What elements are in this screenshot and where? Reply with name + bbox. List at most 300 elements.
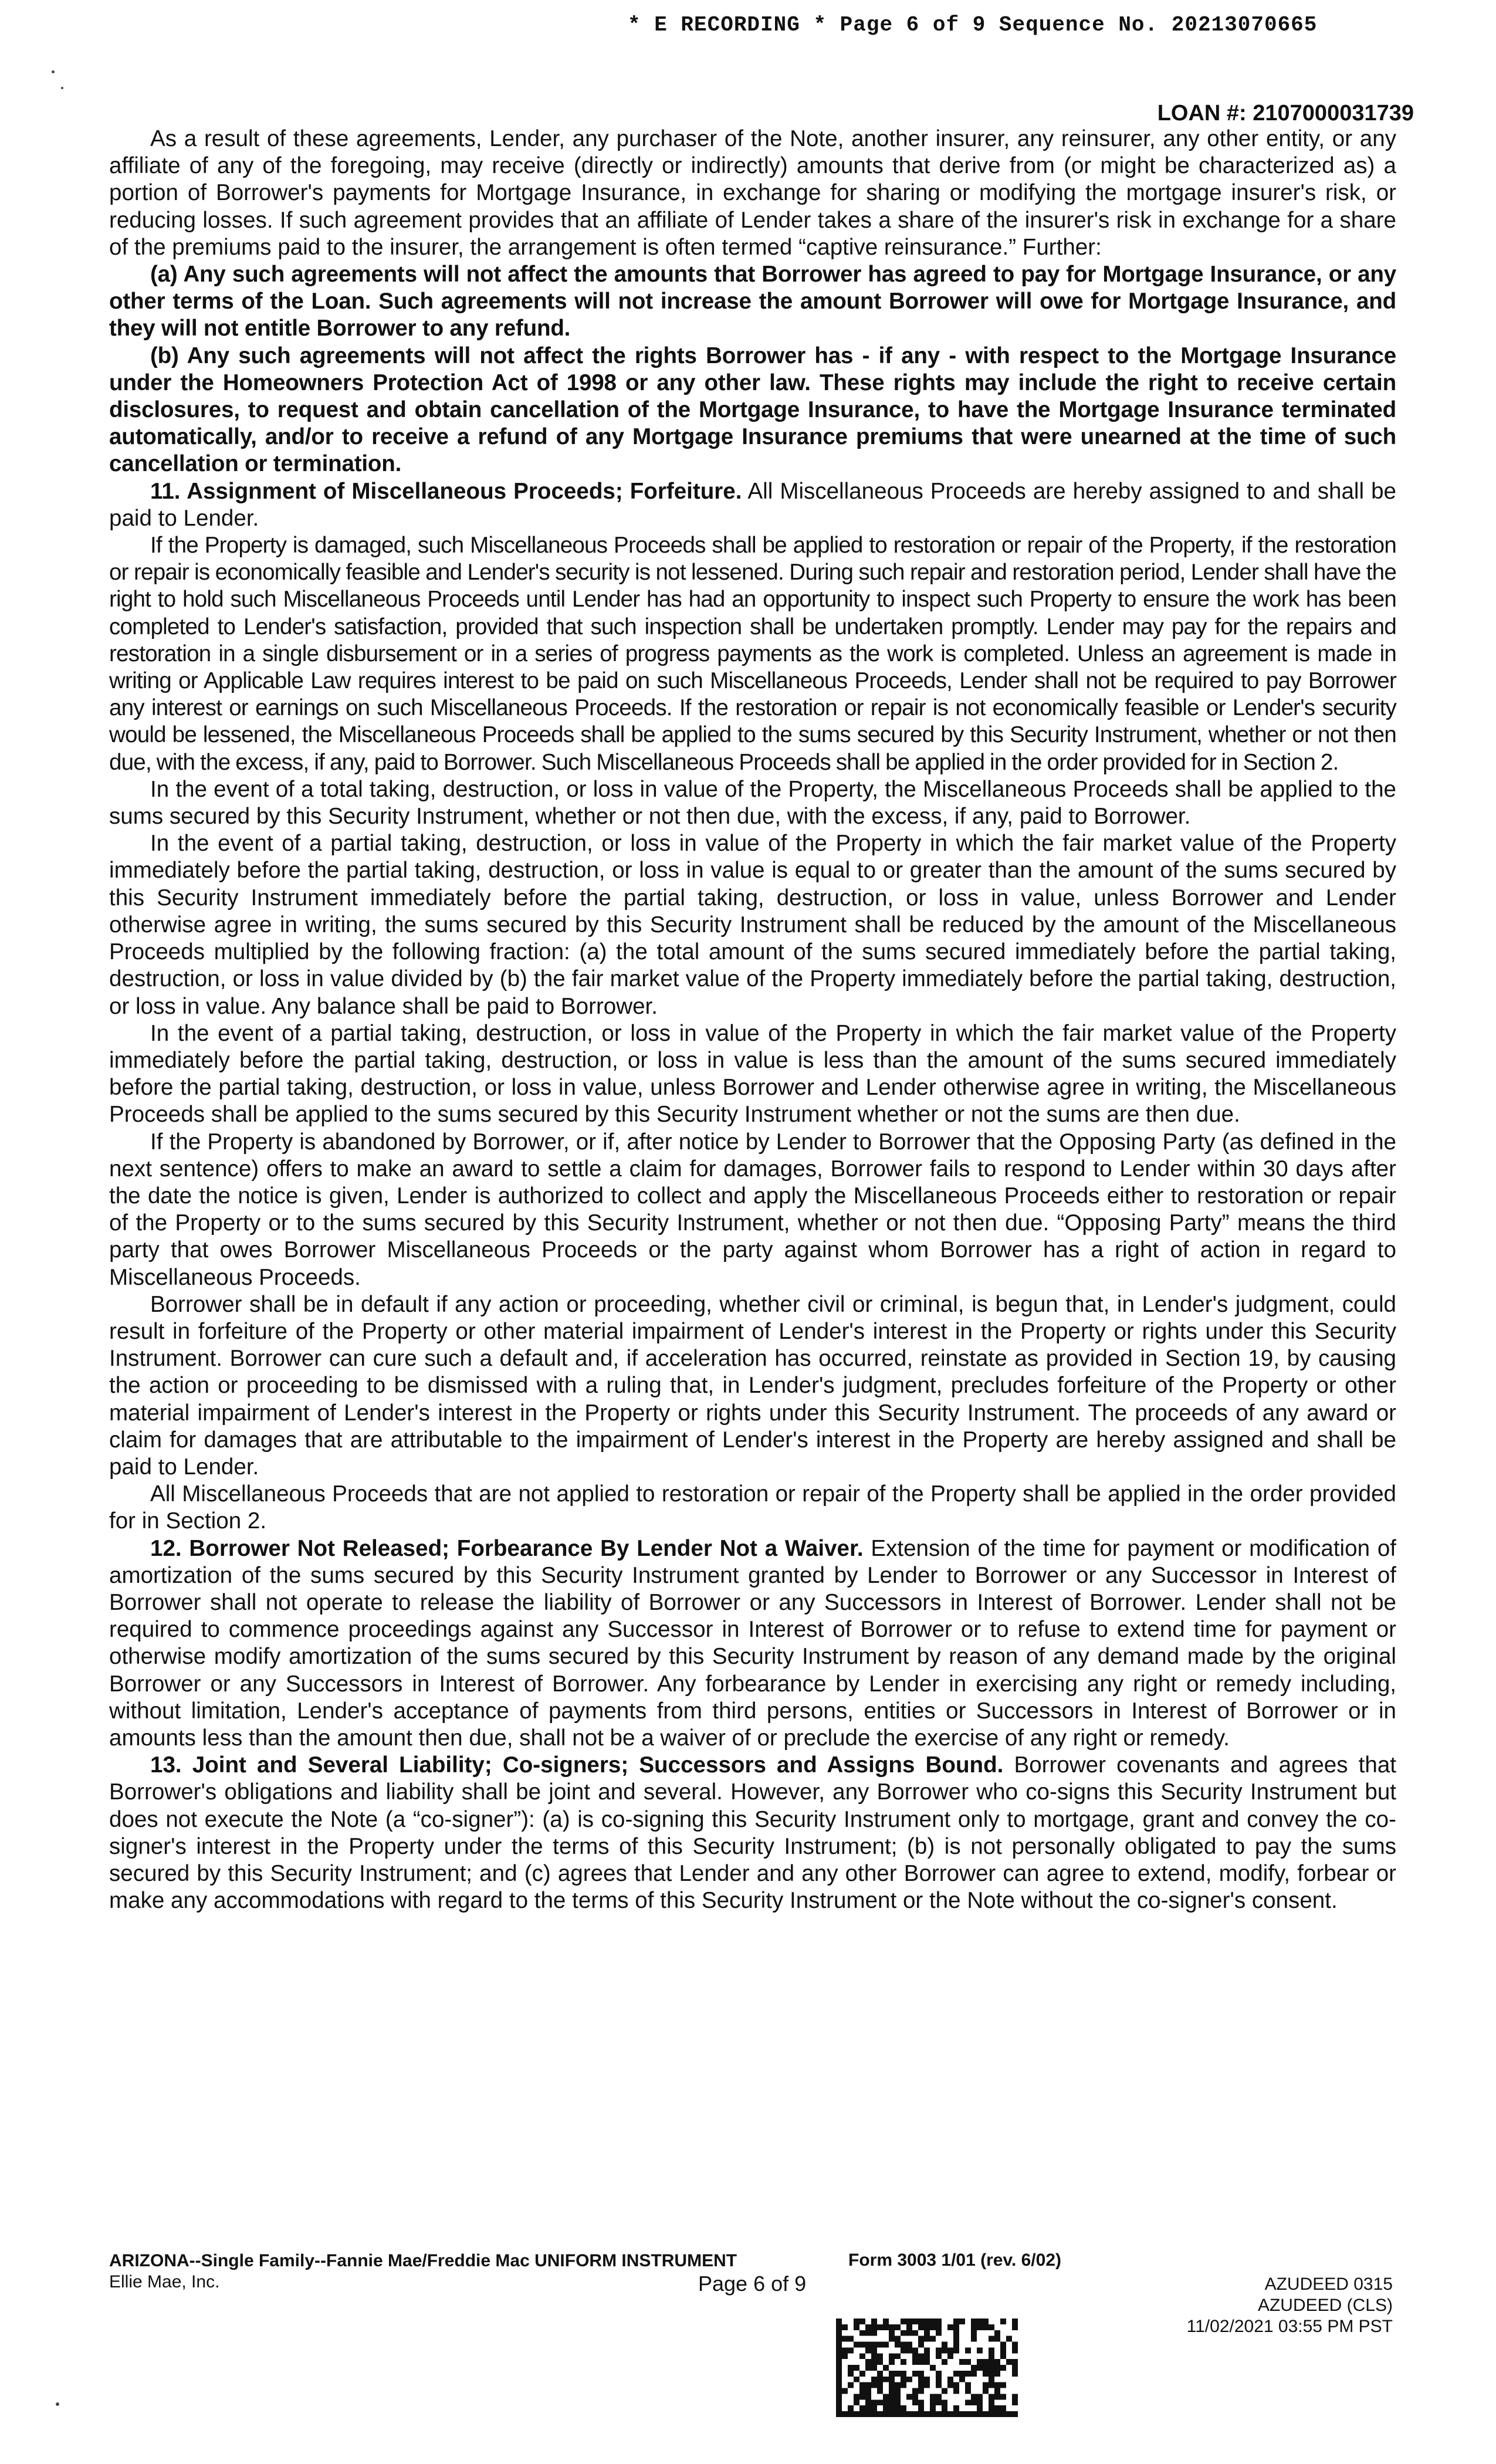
barcode-module	[965, 2347, 971, 2353]
barcode-module	[889, 2399, 895, 2405]
section-11-paragraph-3: In the event of a partial taking, destruction, or loss in value of the Property in which the fair market value of the Property immediately before the partial taking, destruction, or loss in value is equal to or greater than the amount of the sums secured by this Security Instrument immediately before the partial taking, destruction, or loss in value, unless Borrower and Lender otherwise agree in writing, the sums secured by this Security Instrument shall be reduced by the amount of the Miscellaneous Proceeds multiplied by the following fraction: (a) the total amount of the sums secured immediately before the partial taking, destruction, or loss in value divided by (b) the fair market value of the Property immediately before the partial taking, destruction, or loss in value. Any balance shall be paid to Borrower.	[109, 831, 1396, 1019]
barcode-module	[865, 2330, 871, 2336]
barcode-module	[842, 2388, 848, 2394]
barcode-module	[947, 2377, 953, 2382]
barcode-module	[918, 2359, 924, 2365]
barcode-module	[877, 2359, 883, 2365]
barcode-module	[912, 2394, 918, 2399]
barcode-module	[1012, 2399, 1018, 2405]
barcode-module	[895, 2336, 901, 2342]
barcode-module	[871, 2342, 877, 2348]
barcode-module	[889, 2330, 895, 2336]
barcode-module	[965, 2411, 971, 2417]
barcode-module	[865, 2347, 871, 2353]
barcode-module	[1000, 2405, 1006, 2411]
barcode-module	[930, 2394, 936, 2399]
barcode-module	[1012, 2324, 1018, 2330]
barcode-module	[983, 2388, 989, 2394]
barcode-module	[918, 2411, 924, 2417]
barcode-module	[953, 2336, 959, 2342]
barcode-module	[959, 2377, 965, 2382]
barcode-module	[918, 2382, 924, 2388]
barcode-module	[918, 2377, 924, 2382]
barcode-module	[889, 2411, 895, 2417]
barcode-module	[912, 2359, 918, 2365]
barcode-module	[947, 2382, 953, 2388]
barcode-module	[942, 2399, 947, 2405]
barcode-module	[994, 2411, 1000, 2417]
barcode-module	[953, 2330, 959, 2336]
barcode-module	[871, 2382, 877, 2388]
barcode-module	[889, 2371, 895, 2377]
barcode-module	[971, 2411, 977, 2417]
barcode-module	[959, 2319, 965, 2324]
barcode-module	[947, 2411, 953, 2417]
barcode-module	[1000, 2382, 1006, 2388]
barcode-module	[889, 2336, 895, 2342]
barcode-module	[906, 2324, 912, 2330]
barcode-module	[871, 2324, 877, 2330]
barcode-module	[842, 2324, 848, 2330]
barcode-module	[1000, 2365, 1006, 2371]
barcode-module	[906, 2394, 912, 2399]
barcode-module	[859, 2394, 865, 2399]
barcode-module	[883, 2324, 889, 2330]
form-number: Form 3003 1/01 (rev. 6/02)	[848, 2250, 1061, 2270]
barcode-module	[977, 2411, 983, 2417]
barcode-module	[924, 2411, 930, 2417]
barcode-module	[877, 2377, 883, 2382]
vendor-name: Ellie Mae, Inc.	[109, 2272, 220, 2292]
barcode-module	[859, 2342, 865, 2348]
barcode-module	[994, 2382, 1000, 2388]
barcode-module	[854, 2399, 859, 2405]
barcode-module	[871, 2377, 877, 2382]
section-11-paragraph-6: Borrower shall be in default if any action or proceeding, whether civil or criminal, is begun that, in Lender's judgment, could result in forfeiture of the Property or other material impairment of Lender's interest in the Property or rights under this Security Instrument. Borrower can cure such a default and, if acceleration has occurred, reinstate as provided in Section 19, by causing the action or proceeding to be dismissed with a ruling that, in Lender's judgment, precludes forfeiture of the Property or other material impairment of Lender's interest in the Property or rights under this Security Instrument. The proceeds of any award or claim for damages that are attributable to the impairment of Lender's interest in the Property are hereby assigned and shall be paid to Lender.	[109, 1291, 1396, 1480]
barcode-module	[865, 2405, 871, 2411]
scan-speck	[52, 70, 55, 73]
barcode-module	[971, 2336, 977, 2342]
section-11-paragraph-7: All Miscellaneous Proceeds that are not applied to restoration or repair of the Property shall be applied in the order provided for in Section 2.	[109, 1481, 1396, 1534]
barcode-module	[871, 2359, 877, 2365]
barcode-module	[989, 2365, 994, 2371]
barcode-module	[901, 2330, 906, 2336]
barcode-module	[877, 2353, 883, 2359]
barcode-module	[942, 2347, 947, 2353]
barcode-module	[877, 2411, 883, 2417]
barcode-module	[871, 2330, 877, 2336]
barcode-module	[1000, 2394, 1006, 2399]
barcode-module	[959, 2411, 965, 2417]
barcode-module	[906, 2377, 912, 2382]
barcode-module	[883, 2319, 889, 2324]
barcode-module	[836, 2388, 842, 2394]
barcode-module	[953, 2319, 959, 2324]
section-12-text: Extension of the time for payment or modification of amortization of the sums secured by this Security Instrument granted by Lender to Borrower or any Successor in Interest of Borrower shall not operate to release the liability of Borrower or any Successors in Interest of Borrower. Lender shall not be required to commence proceedings against any Successor in Interest of Borrower or to refuse to extend time for payment or otherwise modify amortization of the sums secured by this Security Instrument by reason of any demand made by the original Borrower or any Successors in Interest of Borrower. Any forbearance by Lender in exercising any right or remedy including, without limitation, Lender's acceptance of payments from third persons, entities or Successors in Interest of Borrower or in amounts less than the amount then due, shall not be a waiver of or preclude the exercise of any right or remedy.	[109, 1535, 1396, 1751]
barcode-module	[924, 2330, 930, 2336]
barcode-module	[918, 2371, 924, 2377]
barcode-module	[848, 2365, 854, 2371]
barcode-module	[942, 2359, 947, 2365]
section-13-text: Borrower covenants and agrees that Borrower's obligations and liability shall be joint and several. However, any Borrower who co-signs this Security Instrument but does not execute the Note (a “co-signer”): (a) is co-signing this Security Instrument only to mortgage, grant and convey the co-signer's interest in the Property under the terms of this Security Instrument; (b) is not personally obligated to pay the sums secured by this Security Instrument; and (c) agrees that Lender and any other Borrower can agree to extend, modify, forbear or make any accommodations with regard to the terms of this Security Instrument or the Note without the co-signer's consent.	[109, 1752, 1396, 1914]
barcode-module	[865, 2365, 871, 2371]
barcode-module	[924, 2353, 930, 2359]
barcode-module	[877, 2324, 883, 2330]
section-11-paragraph-2: In the event of a total taking, destruction, or loss in value of the Property, the Miscellaneous Proceeds shall be applied to the sums secured by this Security Instrument, whether or not then due, with the excess, if any, paid to Borrower.	[109, 776, 1396, 830]
barcode-module	[947, 2324, 953, 2330]
barcode-module	[994, 2359, 1000, 2365]
barcode-module	[836, 2382, 842, 2388]
barcode-module	[989, 2336, 994, 2342]
barcode-module	[953, 2371, 959, 2377]
barcode-module	[924, 2359, 930, 2365]
barcode-module	[1000, 2347, 1006, 2353]
barcode-module	[836, 2347, 842, 2353]
barcode-module	[983, 2359, 989, 2365]
barcode-module	[1006, 2336, 1012, 2342]
barcode-module	[989, 2399, 994, 2405]
barcode-module	[1012, 2359, 1018, 2365]
barcode-module	[901, 2405, 906, 2411]
barcode-module	[842, 2411, 848, 2417]
barcode-module	[836, 2336, 842, 2342]
barcode-module	[942, 2388, 947, 2394]
barcode-module	[953, 2324, 959, 2330]
barcode-module	[918, 2336, 924, 2342]
barcode-module	[936, 2324, 942, 2330]
barcode-module	[994, 2405, 1000, 2411]
section-11-paragraph-4: In the event of a partial taking, destruction, or loss in value of the Property in which the fair market value of the Property immediately before the partial taking, destruction, or loss in value is less than the amount of the sums secured immediately before the partial taking, destruction, or loss in value, unless Borrower and Lender otherwise agree in writing, the Miscellaneous Proceeds shall be applied to the sums secured by this Security Instrument whether or not the sums are then due.	[109, 1020, 1396, 1128]
barcode-module	[871, 2411, 877, 2417]
barcode-module	[924, 2382, 930, 2388]
barcode-module	[989, 2353, 994, 2359]
barcode-module	[1006, 2411, 1012, 2417]
barcode-module	[1000, 2319, 1006, 2324]
barcode-module	[936, 2353, 942, 2359]
print-timestamp: 11/02/2021 03:55 PM PST	[1186, 2317, 1393, 2336]
barcode-module	[848, 2347, 854, 2353]
barcode-module	[859, 2353, 865, 2359]
section-11-intro-text: All Miscellaneous Proceeds are hereby assigned to and shall be paid to Lender.	[109, 478, 1396, 531]
barcode-module	[1012, 2394, 1018, 2399]
barcode-module	[889, 2324, 895, 2330]
barcode-module	[918, 2388, 924, 2394]
barcode-module	[1012, 2371, 1018, 2377]
barcode-module	[1012, 2342, 1018, 2348]
barcode-module	[942, 2411, 947, 2417]
barcode-module	[836, 2365, 842, 2371]
barcode-module	[942, 2405, 947, 2411]
barcode-module	[965, 2382, 971, 2388]
barcode-module	[936, 2319, 942, 2324]
scan-speck	[61, 87, 63, 89]
barcode-module	[889, 2394, 895, 2399]
barcode-module	[895, 2371, 901, 2377]
barcode-module	[965, 2359, 971, 2365]
barcode-module	[918, 2405, 924, 2411]
barcode-module	[854, 2319, 859, 2324]
page-number: Page 6 of 9	[698, 2272, 807, 2296]
barcode-module	[1012, 2319, 1018, 2324]
barcode-module	[977, 2359, 983, 2365]
barcode-module	[965, 2388, 971, 2394]
barcode-module	[895, 2382, 901, 2388]
barcode-module	[1012, 2411, 1018, 2417]
section-11-heading: 11. Assignment of Miscellaneous Proceeds; Forfeiture.	[150, 478, 742, 504]
barcode-module	[983, 2324, 989, 2330]
barcode-module	[977, 2324, 983, 2330]
barcode-module	[889, 2405, 895, 2411]
barcode-module	[953, 2347, 959, 2353]
barcode-module	[842, 2336, 848, 2342]
barcode-module	[994, 2388, 1000, 2394]
barcode-module	[901, 2342, 906, 2348]
section-11-paragraph-1: If the Property is damaged, such Miscellaneous Proceeds shall be applied to restoration or repair of the Property, if the restoration or repair is economically feasible and Lender's security is not lessened. During such repair and restoration period, Lender shall have the right to hold such Miscellaneous Proceeds until Lender has had an opportunity to inspect such Property to ensure the work has been completed to Lender's satisfaction, provided that such inspection shall be undertaken promptly. Lender may pay for the repairs and restoration in a single disbursement or in a series of progress payments as the work is completed. Unless an agreement is made in writing or Applicable Law requires interest to be paid on such Miscellaneous Proceeds, Lender shall not be required to pay Borrower any interest or earnings on such Miscellaneous Proceeds. If the restoration or repair is not economically feasible or Lender's security would be lessened, the Miscellaneous Proceeds shall be applied to the sums secured by this Security Instrument, whether or not then due, with the excess, if any, paid to Borrower. Such Miscellaneous Proceeds shall be applied in the order provided for in Section 2.	[109, 533, 1396, 775]
barcode-module	[994, 2371, 1000, 2377]
barcode-module	[936, 2411, 942, 2417]
barcode-module	[953, 2382, 959, 2388]
barcode-module	[977, 2319, 983, 2324]
captive-reinsurance-paragraph: As a result of these agreements, Lender, any purchaser of the Note, another insurer, any reinsurer, any other entity, or any affiliate of any of the foregoing, may receive (directly or indirectly) amounts that derive from (or might be characterized as) a portion of Borrower's payments for Mortgage Insurance, in exchange for sharing or modifying the mortgage insurer's risk, or reducing losses. If such agreement provides that an affiliate of Lender takes a share of the insurer's risk in exchange for a share of the premiums paid to the insurer, the arrangement is often termed “captive reinsurance.” Further:	[109, 126, 1396, 260]
barcode-module	[865, 2411, 871, 2417]
barcode-module	[971, 2324, 977, 2330]
barcode-module	[871, 2399, 877, 2405]
barcode-module	[989, 2324, 994, 2330]
barcode-module	[953, 2405, 959, 2411]
barcode-module	[848, 2411, 854, 2417]
barcode-module	[848, 2382, 854, 2388]
barcode-module	[859, 2405, 865, 2411]
barcode-module	[947, 2347, 953, 2353]
barcode-module	[836, 2324, 842, 2330]
barcode-module	[865, 2394, 871, 2399]
barcode-module	[959, 2371, 965, 2377]
barcode-module	[842, 2347, 848, 2353]
barcode-module	[994, 2330, 1000, 2336]
barcode-module	[989, 2377, 994, 2382]
barcode-module	[930, 2399, 936, 2405]
barcode-module	[836, 2394, 842, 2399]
barcode-module	[865, 2342, 871, 2348]
section-13-heading: 13. Joint and Several Liability; Co-signers; Successors and Assigns Bound.	[150, 1752, 1004, 1778]
barcode-module	[983, 2319, 989, 2324]
barcode-module	[877, 2342, 883, 2348]
barcode-module	[936, 2347, 942, 2353]
barcode-module	[912, 2319, 918, 2324]
barcode-module	[871, 2319, 877, 2324]
barcode-module	[895, 2324, 901, 2330]
barcode-module	[889, 2388, 895, 2394]
barcode-module	[947, 2353, 953, 2359]
barcode-module	[859, 2330, 865, 2336]
barcode-module	[889, 2382, 895, 2388]
barcode-module	[906, 2411, 912, 2417]
barcode-module	[912, 2371, 918, 2377]
barcode-module	[918, 2399, 924, 2405]
barcode-module	[901, 2382, 906, 2388]
footer-left	[109, 2250, 737, 2293]
barcode-module	[836, 2377, 842, 2382]
barcode-module	[895, 2399, 901, 2405]
barcode-module	[871, 2405, 877, 2411]
barcode-module	[936, 2371, 942, 2377]
barcode-module	[936, 2382, 942, 2388]
barcode-module	[871, 2347, 877, 2353]
barcode-module	[959, 2359, 965, 2365]
barcode-module	[977, 2399, 983, 2405]
barcode-module	[1000, 2353, 1006, 2359]
barcode-module	[836, 2405, 842, 2411]
barcode-module	[924, 2347, 930, 2353]
barcode-module	[912, 2330, 918, 2336]
barcode-module	[983, 2371, 989, 2377]
barcode-module	[953, 2411, 959, 2417]
barcode-module	[953, 2388, 959, 2394]
barcode-module	[989, 2371, 994, 2377]
barcode-module	[936, 2377, 942, 2382]
barcode-module	[971, 2399, 977, 2405]
form-code-1: AZUDEED 0315	[1264, 2275, 1393, 2294]
barcode-module	[930, 2405, 936, 2411]
barcode-module	[918, 2353, 924, 2359]
barcode-module	[971, 2371, 977, 2377]
form-title: ARIZONA--Single Family--Fannie Mae/Freddie Mac UNIFORM INSTRUMENT	[109, 2251, 737, 2270]
barcode-module	[836, 2359, 842, 2365]
barcode-module	[1000, 2342, 1006, 2348]
barcode-module	[836, 2399, 842, 2405]
barcode-module	[1012, 2365, 1018, 2371]
clause-a: (a) Any such agreements will not affect the amounts that Borrower has agreed to pay for Mortgage Insurance, or any other terms of the Loan. Such agreements will not increase the amount Borrower will owe for Mortgage Insurance, and they will not entitle Borrower to any refund.	[109, 262, 1396, 341]
barcode-module	[912, 2399, 918, 2405]
barcode-module	[901, 2319, 906, 2324]
barcode-module	[883, 2405, 889, 2411]
barcode-module	[877, 2371, 883, 2377]
barcode-module	[901, 2371, 906, 2377]
barcode-module	[901, 2411, 906, 2417]
clause-b: (b) Any such agreements will not affect the rights Borrower has - if any - with respect to the Mortgage Insurance under the Homeowners Protection Act of 1998 or any other law. These rights may include the right to receive certain disclosures, to request and obtain cancellation of the Mortgage Insurance, to have the Mortgage Insurance terminated automatically, and/or to receive a refund of any Mortgage Insurance premiums that were unearned at the time of such cancellation or termination.	[109, 343, 1396, 477]
barcode-module	[989, 2382, 994, 2388]
barcode-module	[912, 2353, 918, 2359]
barcode-module	[971, 2330, 977, 2336]
barcode-module	[906, 2342, 912, 2348]
barcode-module	[1012, 2347, 1018, 2353]
barcode-module	[1000, 2411, 1006, 2417]
barcode-module	[953, 2342, 959, 2348]
barcode-module	[883, 2411, 889, 2417]
barcode-module	[854, 2365, 859, 2371]
barcode-module	[994, 2365, 1000, 2371]
barcode-module	[989, 2347, 994, 2353]
barcode-module	[983, 2365, 989, 2371]
barcode-module	[989, 2359, 994, 2365]
barcode-module	[930, 2411, 936, 2417]
barcode-module	[983, 2411, 989, 2417]
barcode-module	[859, 2371, 865, 2377]
barcode-module	[865, 2399, 871, 2405]
barcode-module	[901, 2359, 906, 2365]
barcode-module	[965, 2399, 971, 2405]
barcode-module	[971, 2365, 977, 2371]
barcode-module	[889, 2377, 895, 2382]
barcode-module	[865, 2382, 871, 2388]
section-11-paragraph-5: If the Property is abandoned by Borrower, or if, after notice by Lender to Borrower that the Opposing Party (as defined in the next sentence) offers to make an award to settle a claim for damages, Borrower fails to respond to Lender within 30 days after the date the notice is given, Lender is authorized to collect and apply the Miscellaneous Proceeds either to restoration or repair of the Property or to the sums secured by this Security Instrument, whether or not then due. “Opposing Party” means the third party that owes Borrower Miscellaneous Proceeds or the party against whom Borrower has a right of action in regard to Miscellaneous Proceeds.	[109, 1129, 1396, 1290]
barcode-module	[836, 2319, 842, 2324]
barcode-module	[859, 2388, 865, 2394]
barcode-module	[918, 2319, 924, 2324]
barcode-module	[836, 2330, 842, 2336]
barcode-module	[854, 2377, 859, 2382]
section-12-heading: 12. Borrower Not Released; Forbearance By Lender Not a Waiver.	[150, 1535, 864, 1561]
barcode-module	[877, 2388, 883, 2394]
barcode-module	[871, 2365, 877, 2371]
footer-right	[1187, 2274, 1393, 2337]
barcode-module	[854, 2394, 859, 2399]
barcode-module	[877, 2382, 883, 2388]
barcode-module	[883, 2377, 889, 2382]
barcode-module	[854, 2324, 859, 2330]
barcode-module	[983, 2382, 989, 2388]
barcode-module	[989, 2411, 994, 2417]
barcode-module	[883, 2342, 889, 2348]
barcode-module	[895, 2342, 901, 2348]
barcode-module	[901, 2347, 906, 2353]
barcode-module	[895, 2405, 901, 2411]
barcode-module	[918, 2324, 924, 2330]
barcode-module	[930, 2336, 936, 2342]
barcode-module	[924, 2336, 930, 2342]
section-12	[109, 1535, 1396, 1752]
loan-number: LOAN #: 2107000031739	[1157, 101, 1414, 126]
recording-stamp: * E RECORDING * Page 6 of 9 Sequence No. 20213070665	[628, 13, 1318, 37]
barcode-module	[865, 2359, 871, 2365]
barcode-module	[918, 2342, 924, 2348]
barcode-module	[836, 2371, 842, 2377]
barcode-module	[848, 2405, 854, 2411]
barcode-module	[930, 2365, 936, 2371]
barcode-module	[912, 2388, 918, 2394]
barcode-module	[895, 2388, 901, 2394]
barcode-module	[865, 2388, 871, 2394]
barcode-module	[883, 2399, 889, 2405]
barcode-module	[848, 2336, 854, 2342]
barcode-module	[924, 2319, 930, 2324]
scan-speck	[56, 2402, 59, 2406]
barcode-module	[865, 2324, 871, 2330]
barcode-module	[977, 2394, 983, 2399]
barcode-module	[936, 2394, 942, 2399]
barcode-module	[895, 2394, 901, 2399]
barcode-module	[889, 2359, 895, 2365]
barcode-module	[965, 2371, 971, 2377]
barcode-module	[977, 2405, 983, 2411]
barcode-module	[1006, 2359, 1012, 2365]
document-body	[109, 126, 1396, 1914]
barcode-module	[859, 2382, 865, 2388]
barcode-module	[871, 2353, 877, 2359]
barcode-module	[848, 2371, 854, 2377]
barcode-module	[994, 2394, 1000, 2399]
barcode-module	[977, 2365, 983, 2371]
barcode-module	[912, 2411, 918, 2417]
barcode-module	[924, 2324, 930, 2330]
barcode-module	[906, 2319, 912, 2324]
barcode-module	[906, 2330, 912, 2336]
barcode-module	[906, 2347, 912, 2353]
form-code-2: AZUDEED (CLS)	[1257, 2296, 1393, 2315]
barcode-module	[854, 2342, 859, 2348]
barcode-module	[877, 2399, 883, 2405]
barcode-module	[930, 2319, 936, 2324]
